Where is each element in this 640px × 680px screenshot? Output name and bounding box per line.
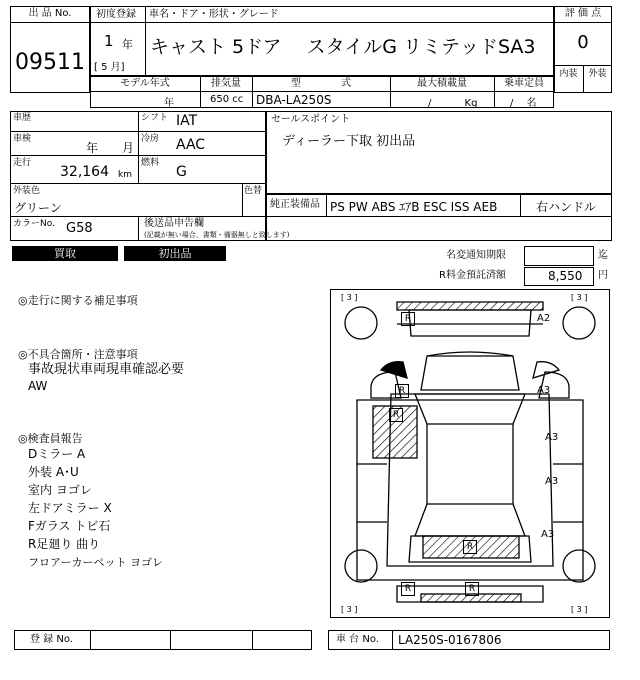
inspector-line: R足廻り 曲り (28, 537, 101, 551)
steering-value: 右ハンドル (535, 200, 596, 214)
corner-mark-top-right: [ 3 ] (571, 293, 588, 302)
car-name-label: 車名・ドア・形状・グレード (149, 9, 279, 20)
inspection-year: 年 (86, 141, 99, 155)
mark-a3: A3 (541, 529, 555, 540)
mileage-value: 32,164 (60, 164, 109, 180)
car-diagram (330, 289, 610, 618)
inspector-line: フロアーカーペット ヨゴレ (28, 556, 163, 569)
mark-r: R (404, 314, 412, 324)
defects-title: ◎不具合箇所・注意事項 (18, 348, 138, 361)
mark-r: R (398, 386, 406, 396)
inspector-title: ◎検査員報告 (18, 432, 83, 445)
lot-label: 出 品 No. (28, 8, 72, 19)
mark-r: R (468, 584, 476, 594)
corner-mark-top-left: [ 3 ] (341, 293, 358, 302)
model-year-label: モデル年式 (120, 78, 170, 89)
first-reg-year-unit: 年 (122, 38, 133, 51)
recycle-amount: 8,550 (548, 269, 583, 283)
inspector-line: 外装 A･U (28, 465, 79, 479)
model-label: 型 式 (291, 78, 351, 89)
load-label: 最大積載量 (417, 78, 467, 89)
capacity-value: / 名 (510, 98, 537, 109)
mileage-label: 走行 (13, 158, 32, 168)
exterior-label: 外装 (588, 69, 607, 79)
load-value: / Kg (428, 98, 478, 109)
corner-mark-bottom-left: [ 3 ] (341, 605, 358, 614)
ac-label: 冷房 (141, 134, 160, 144)
displacement-label: 排気量 (211, 78, 241, 89)
hood-panel (421, 356, 519, 390)
first-reg-year: 1 (104, 32, 114, 50)
inspection-month: 月 (122, 141, 135, 155)
inspector-line: 室内 ヨゴレ (28, 483, 92, 497)
running-notes-title: ◎走行に関する補足事項 (18, 294, 138, 307)
first-listing-badge: 初出品 (124, 246, 226, 261)
ext-color-label: 外装色 (13, 186, 41, 196)
registration-label: 登 録 No. (30, 634, 73, 645)
displacement-value: 650 cc (210, 94, 244, 105)
color-no-label: カラーNo. (13, 219, 55, 229)
aftermarket-note: (記載が無い場合、書類・備器無しと致します) (144, 231, 290, 239)
score-label: 評 価 点 (564, 8, 602, 19)
purchase-badge: 買取 (12, 246, 118, 261)
wheel-front-right (563, 307, 595, 339)
capacity-label: 乗車定員 (504, 78, 544, 89)
name-change-label: 名変通知期限 (446, 250, 506, 261)
first-reg-label: 初度登録 (96, 9, 136, 20)
mark-a2: A2 (537, 313, 551, 324)
shift-value: IAT (176, 113, 198, 129)
defect-line: 事故現状車両現車確認必要 (28, 362, 185, 377)
mark-a3: A3 (545, 432, 559, 443)
mark-r: R (466, 542, 474, 552)
mileage-unit: km (118, 170, 132, 180)
chassis-label: 車 台 No. (336, 634, 379, 645)
equipment-items: PS PW ABS ｴｱB ESC ISS AEB (330, 200, 498, 214)
model-value: DBA-LA250S (256, 93, 332, 107)
mark-a3: A3 (537, 385, 551, 396)
aftermarket-label: 後送品申告欄 (144, 218, 204, 229)
corner-mark-bottom-right: [ 3 ] (571, 605, 588, 614)
first-reg-month: [ 5 月] (94, 62, 125, 73)
mark-r: R (404, 584, 412, 594)
name-change-field (524, 246, 594, 266)
color-no-value: G58 (66, 221, 93, 236)
recycle-label: R料金預託済額 (439, 270, 506, 281)
fuel-label: 燃料 (141, 158, 160, 168)
front-bumper (397, 302, 543, 310)
lot-number: 09511 (15, 50, 85, 75)
score-value: 0 (577, 32, 589, 53)
inspection-label: 車検 (13, 134, 32, 144)
ac-value: AAC (176, 137, 206, 153)
ext-color-value: グリーン (14, 201, 62, 215)
mark-r: R (392, 410, 400, 420)
color-change-label: 色替 (244, 186, 263, 196)
inspector-line: Fガラス トビ石 (28, 519, 111, 533)
car-name: キャスト 5ドア スタイルG リミテッドSA3 (150, 36, 536, 58)
sales-point-label: セールスポイント (271, 114, 351, 125)
mark-a3: A3 (545, 476, 559, 487)
wheel-rear-right (563, 550, 595, 582)
wheel-rear-left (345, 550, 377, 582)
windshield (415, 394, 525, 424)
recycle-unit: 円 (598, 270, 608, 281)
model-year-unit: 年 (164, 98, 174, 109)
defect-line: AW (28, 379, 48, 393)
name-change-unit: 迄 (598, 250, 608, 261)
history-label: 車歴 (13, 113, 32, 123)
chassis-number: LA250S-0167806 (398, 633, 502, 647)
inspector-line: Dミラー A (28, 447, 86, 461)
wheel-front-left (345, 307, 377, 339)
equipment-label: 純正装備品 (270, 199, 320, 210)
shift-label: シフト (141, 113, 169, 123)
interior-label: 内装 (559, 69, 578, 79)
sales-point-text: ディーラー下取 初出品 (282, 134, 416, 149)
inspector-line: 左ドアミラー X (28, 501, 112, 515)
fuel-value: G (176, 164, 187, 180)
